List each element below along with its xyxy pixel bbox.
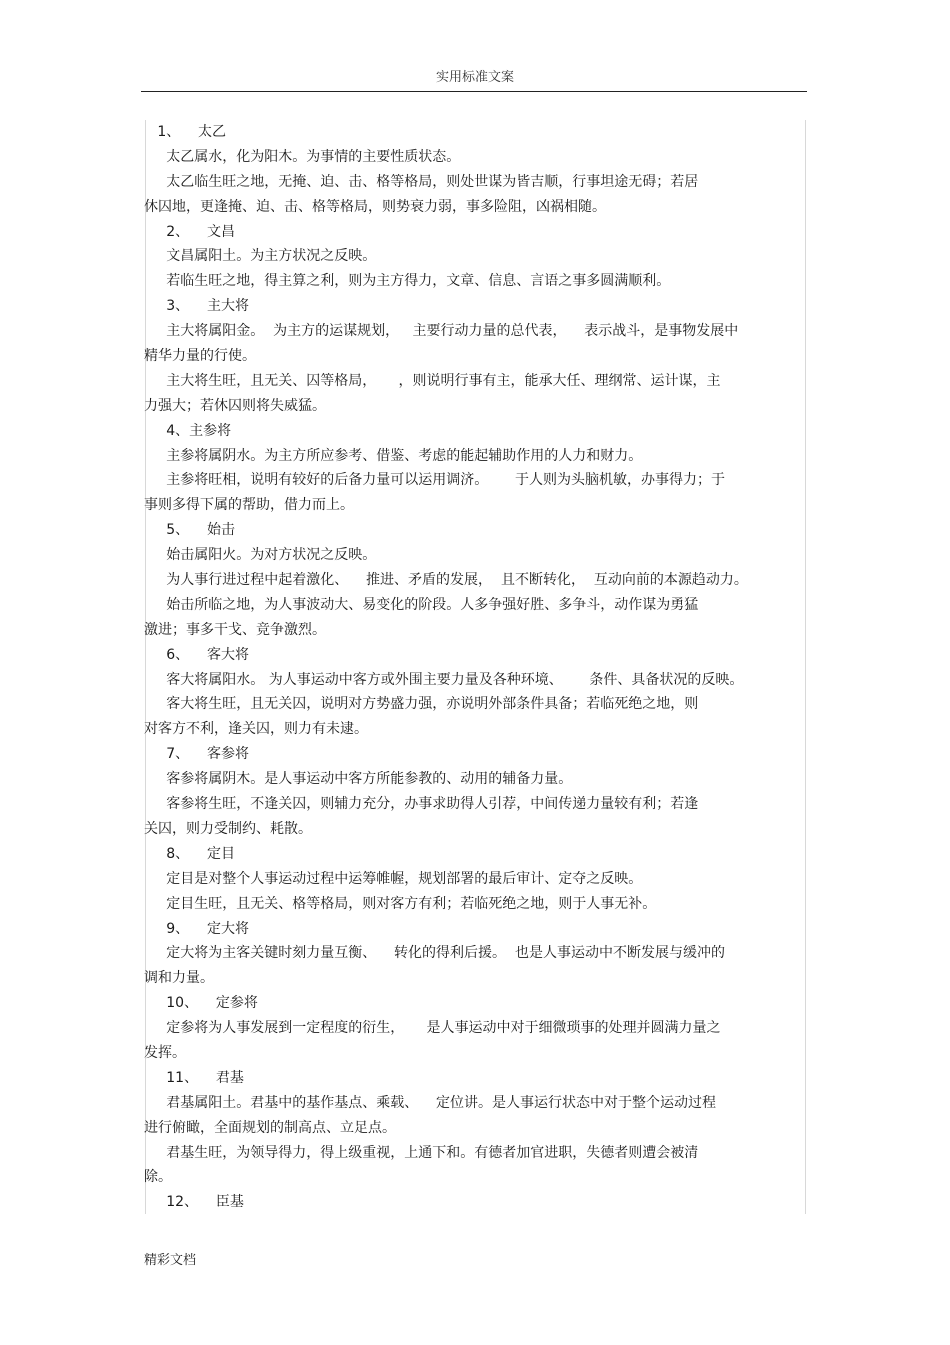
text-line: 太乙临生旺之地，无掩、迫、击、格等格局，则处世谋为皆吉顺，行事坦途无碍；若居	[144, 173, 699, 190]
text-line: 定参将为人事发展到一定程度的衍生， 是人事运动中对于细微琐事的处理并圆满力量之	[144, 1020, 721, 1037]
text-line: 太乙属水，化为阳木。为事情的主要性质状态。	[144, 148, 461, 165]
header-divider	[141, 91, 807, 92]
text-line: 主大将生旺，且无关、囚等格局， ，则说明行事有主，能承大任、理纲常、运计谋，主	[144, 372, 721, 389]
text-line: 君基生旺，为领导得力，得上级重视，上通下和。有德者加官进职，失德者则遭会被清	[144, 1144, 699, 1161]
text-line: 6、 客大将	[144, 646, 249, 663]
text-line: 始击所临之地，为人事波动大、易变化的阶段。人多争强好胜、多争斗，动作谋为勇猛	[144, 596, 699, 613]
text-line: 8、 定目	[144, 845, 235, 862]
text-line: 客大将属阳水。 为人事运动中客方或外围主要力量及各种环境、 条件、具备状况的反映。	[144, 671, 744, 688]
text-line: 9、 定大将	[144, 920, 249, 937]
content-frame-right-border	[805, 120, 806, 1214]
text-line: 进行俯瞰，全面规划的制高点、立足点。	[144, 1119, 396, 1136]
text-line: 发挥。	[144, 1044, 186, 1061]
page-footer: 精彩文档	[144, 1253, 197, 1268]
text-line: 3、 主大将	[144, 298, 249, 315]
document-body	[144, 120, 800, 1215]
text-line: 定目生旺，且无关、格等格局，则对客方有利；若临死绝之地，则于人事无补。	[144, 895, 657, 912]
text-line: 力强大；若休囚则将失威猛。	[144, 397, 326, 414]
text-line: 关囚，则力受制约、耗散。	[144, 820, 312, 837]
text-line: 12、 臣基	[144, 1194, 244, 1211]
text-line: 1、 太乙	[144, 124, 227, 140]
text-line: 文昌属阳土。为主方状况之反映。	[144, 248, 377, 265]
text-line: 精华力量的行使。	[144, 348, 256, 365]
page-header-title: 实用标准文案	[435, 70, 514, 85]
text-line: 客参将属阴木。是人事运动中客方所能参教的、动用的辅备力量。	[144, 771, 573, 788]
text-line: 2、 文昌	[144, 223, 235, 240]
text-line: 客大将生旺，且无关囚，说明对方势盛力强，亦说明外部条件具备；若临死绝之地，则	[144, 696, 699, 713]
text-line: 调和力量。	[144, 970, 214, 987]
text-line: 7、 客参将	[144, 746, 249, 763]
text-line: 定大将为主客关键时刻力量互衡、 转化的得利后援。 也是人事运动中不断发展与缓冲的	[144, 945, 725, 962]
text-line: 激进；事多干戈、竞争激烈。	[144, 621, 326, 638]
text-line: 11、 君基	[144, 1069, 244, 1086]
text-line: 若临生旺之地，得主算之利，则为主方得力，文章、信息、言语之事多圆满顺利。	[144, 273, 671, 290]
text-line: 定目是对整个人事运动过程中运筹帷幄，规划部署的最后审计、定夺之反映。	[144, 870, 643, 887]
text-line: 对客方不利，逢关囚，则力有未逮。	[144, 721, 368, 738]
text-line: 休囚地，更逢掩、迫、击、格等格局，则势衰力弱，事多险阻，凶祸相随。	[144, 198, 606, 215]
text-line: 主参将旺相，说明有较好的后备力量可以运用调济。 于人则为头脑机敏，办事得力；于	[144, 472, 725, 489]
text-line: 5、 始击	[144, 522, 235, 539]
text-line: 始击属阳火。为对方状况之反映。	[144, 547, 377, 564]
text-line: 10、 定参将	[144, 995, 258, 1012]
text-line: 客参将生旺，不逢关囚，则辅力充分，办事求助得人引荐，中间传递力量较有利；若逢	[144, 796, 699, 813]
text-line: 为人事行进过程中起着激化、 推进、矛盾的发展， 且不断转化， 互动向前的本源趋动力。	[144, 572, 748, 589]
text-line: 主参将属阴水。为主方所应参考、借鉴、考虑的能起辅助作用的人力和财力。	[144, 447, 643, 464]
text-line: 君基属阳土。君基中的基作基点、乘载、 定位讲。是人事运行状态中对于整个运动过程	[144, 1094, 717, 1111]
text-line: 主大将属阳金。 为主方的运谋规划， 主要行动力量的总代表， 表示战斗，是事物发展中	[144, 323, 739, 340]
text-line: 4、主参将	[144, 422, 232, 439]
text-line: 除。	[144, 1169, 172, 1186]
text-line: 事则多得下属的帮助，借力而上。	[144, 497, 354, 514]
